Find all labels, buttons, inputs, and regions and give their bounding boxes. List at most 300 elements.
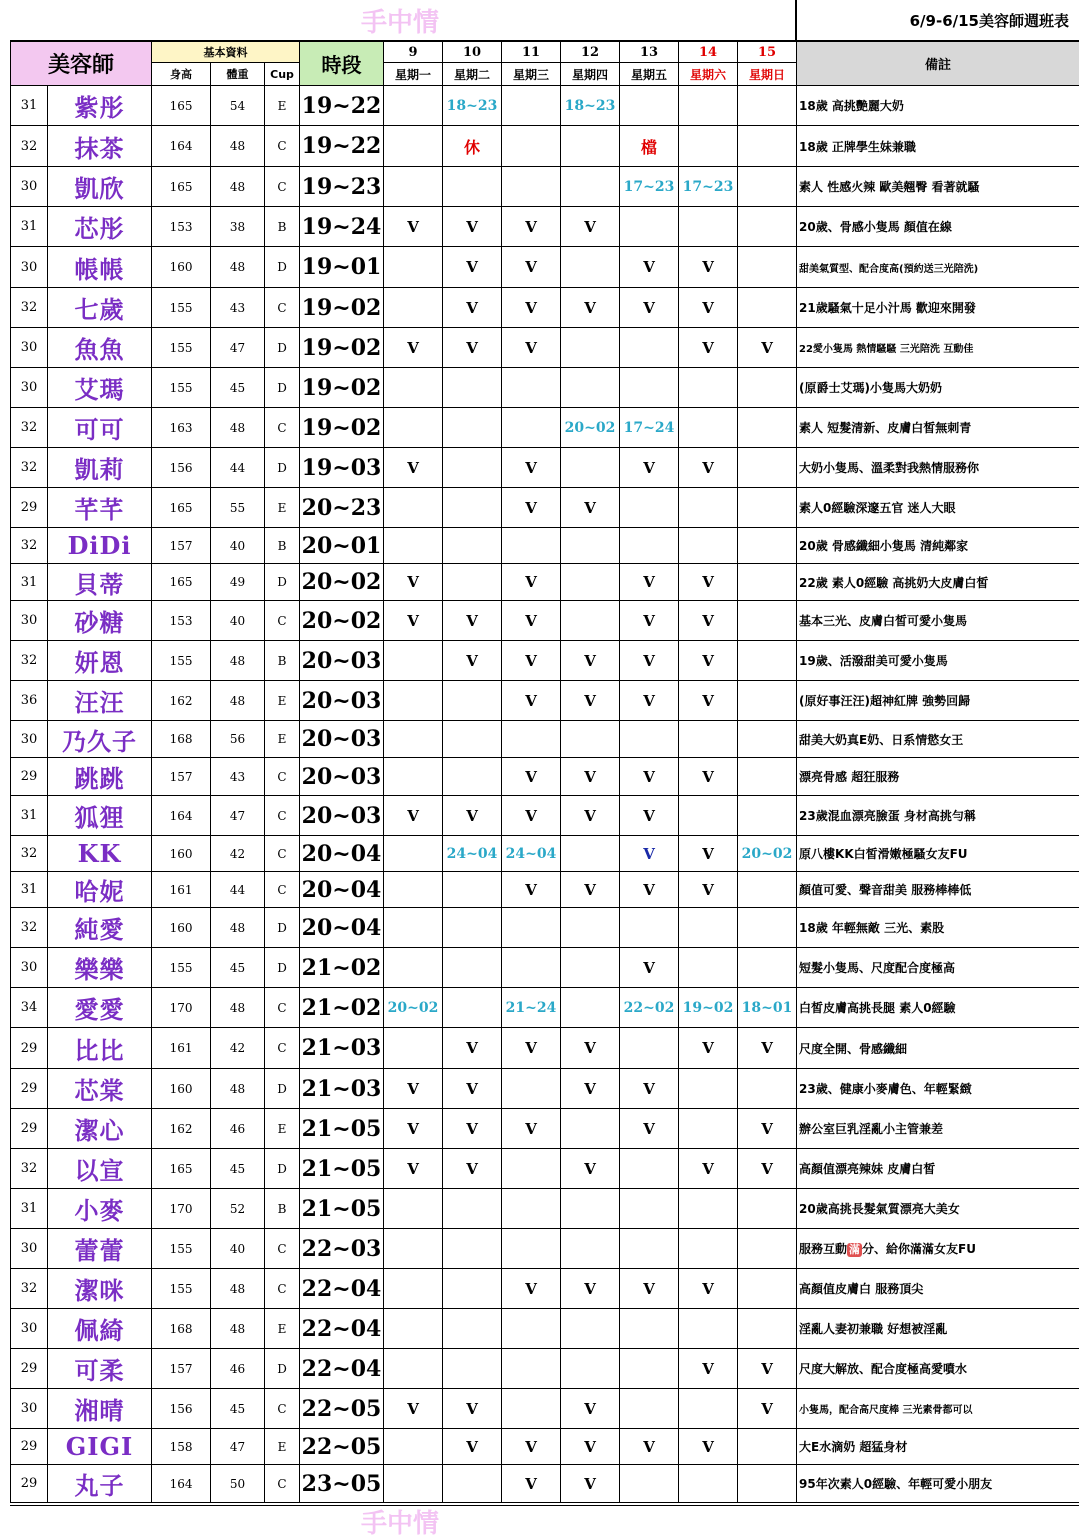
day-cell: V [384, 564, 443, 601]
table-row [11, 908, 1079, 948]
age-cell: 29 [11, 1465, 48, 1503]
table-row [11, 448, 1079, 488]
weight-cell: 42 [211, 836, 265, 872]
day-cell [384, 1349, 443, 1389]
day-cell [620, 1149, 679, 1189]
height-cell: 161 [152, 872, 211, 908]
stylist-name: 以宣 [48, 1149, 152, 1189]
header-height: 身高 [152, 63, 211, 86]
day-cell [443, 448, 502, 488]
day-cell: V [502, 758, 561, 796]
day-cell [443, 1189, 502, 1229]
day-cell: 21~24 [502, 988, 561, 1028]
header-weekday: 星期五 [620, 63, 679, 86]
cup-cell: C [265, 988, 300, 1028]
header-notes: 備註 [797, 41, 1079, 86]
cup-cell: D [265, 247, 300, 288]
day-cell [384, 1465, 443, 1503]
day-cell: V [620, 1429, 679, 1465]
day-cell: V [561, 488, 620, 528]
day-cell: V [443, 1109, 502, 1149]
day-cell: 20~02 [384, 988, 443, 1028]
table-row [11, 796, 1079, 836]
day-cell [679, 796, 738, 836]
day-cell [384, 721, 443, 758]
day-cell [738, 488, 797, 528]
header-weight: 體重 [211, 63, 265, 86]
height-cell: 165 [152, 488, 211, 528]
time-slot-cell: 22~04 [300, 1309, 384, 1349]
time-slot-cell: 20~04 [300, 836, 384, 872]
day-cell [443, 721, 502, 758]
time-slot-cell: 20~03 [300, 641, 384, 681]
height-cell: 165 [152, 86, 211, 126]
day-cell: 17~23 [679, 167, 738, 207]
day-cell: V [384, 328, 443, 368]
height-cell: 168 [152, 1309, 211, 1349]
day-cell: V [620, 247, 679, 288]
day-cell [738, 758, 797, 796]
day-cell [384, 408, 443, 448]
day-cell: V [502, 872, 561, 908]
day-cell: V [679, 288, 738, 328]
day-cell [502, 408, 561, 448]
age-cell: 30 [11, 601, 48, 641]
weight-cell: 48 [211, 681, 265, 721]
notes-cell: 高顏值皮膚白 服務頂尖 [797, 1269, 1079, 1309]
notes-cell: 漂亮骨感 超狂服務 [797, 758, 1079, 796]
day-cell [561, 1189, 620, 1229]
cup-cell: D [265, 1149, 300, 1189]
table-row [11, 601, 1079, 641]
table-row [11, 167, 1079, 207]
age-cell: 29 [11, 1069, 48, 1109]
day-cell: V [384, 448, 443, 488]
stylist-name: 樂樂 [48, 948, 152, 988]
cup-cell: D [265, 948, 300, 988]
stylist-name: 凱欣 [48, 167, 152, 207]
cup-cell: C [265, 1465, 300, 1503]
table-row [11, 1069, 1079, 1109]
day-cell [738, 528, 797, 564]
day-cell [502, 908, 561, 948]
day-cell: V [384, 601, 443, 641]
day-cell [384, 86, 443, 126]
day-cell: V [384, 207, 443, 247]
day-cell: V [561, 872, 620, 908]
notes-cell: 23歲混血漂亮臉蛋 身材高挑勻稱 [797, 796, 1079, 836]
age-cell: 32 [11, 1149, 48, 1189]
age-cell: 32 [11, 448, 48, 488]
day-cell: V [502, 601, 561, 641]
day-cell [679, 1309, 738, 1349]
day-cell [679, 368, 738, 408]
time-slot-cell: 21~05 [300, 1149, 384, 1189]
stylist-name: 貝蒂 [48, 564, 152, 601]
notes-cell [797, 1229, 1079, 1269]
day-cell [561, 167, 620, 207]
day-cell [384, 126, 443, 167]
day-cell: V [443, 328, 502, 368]
day-cell: V [561, 207, 620, 247]
weight-cell: 40 [211, 601, 265, 641]
day-cell: V [561, 1465, 620, 1503]
header-date: 10 [443, 41, 502, 63]
day-cell: V [679, 872, 738, 908]
time-slot-cell: 22~05 [300, 1429, 384, 1465]
stylist-name: 抹茶 [48, 126, 152, 167]
age-cell: 29 [11, 1028, 48, 1069]
day-cell: V [561, 1069, 620, 1109]
notes-cell: (原爵士艾瑪)小隻馬大奶奶 [797, 368, 1079, 408]
day-cell [679, 908, 738, 948]
day-cell [502, 1189, 561, 1229]
day-cell: V [620, 601, 679, 641]
cup-cell: E [265, 1109, 300, 1149]
day-cell [620, 1229, 679, 1269]
day-cell [620, 328, 679, 368]
stylist-name: 七歲 [48, 288, 152, 328]
day-cell: V [384, 1389, 443, 1429]
day-cell [620, 1028, 679, 1069]
day-cell: V [502, 207, 561, 247]
age-cell: 31 [11, 1189, 48, 1229]
day-cell: V [620, 681, 679, 721]
day-cell: V [679, 758, 738, 796]
cup-cell: D [265, 1069, 300, 1109]
cup-cell: C [265, 1269, 300, 1309]
weight-cell: 40 [211, 528, 265, 564]
height-cell: 156 [152, 1389, 211, 1429]
day-cell [738, 167, 797, 207]
day-cell: V [502, 564, 561, 601]
day-cell [620, 1309, 679, 1349]
day-cell: V [502, 1429, 561, 1465]
table-row [11, 1429, 1079, 1465]
time-slot-cell: 21~05 [300, 1109, 384, 1149]
day-cell [738, 86, 797, 126]
weight-cell: 48 [211, 1069, 265, 1109]
time-slot-cell: 19~02 [300, 408, 384, 448]
day-cell [620, 368, 679, 408]
stylist-name: 潔心 [48, 1109, 152, 1149]
weight-cell: 38 [211, 207, 265, 247]
day-cell: V [443, 207, 502, 247]
weight-cell: 47 [211, 328, 265, 368]
day-cell [384, 1028, 443, 1069]
header-weekday: 星期日 [738, 63, 797, 86]
day-cell [384, 908, 443, 948]
day-cell: V [443, 247, 502, 288]
table-row [11, 528, 1079, 564]
day-cell [738, 368, 797, 408]
time-slot-cell: 20~23 [300, 488, 384, 528]
day-cell: 19~02 [679, 988, 738, 1028]
day-cell [502, 86, 561, 126]
notes-cell: 基本三光、皮膚白皙可愛小隻馬 [797, 601, 1079, 641]
day-cell: V [620, 448, 679, 488]
day-cell: V [620, 564, 679, 601]
day-cell: V [738, 1349, 797, 1389]
day-cell [738, 288, 797, 328]
day-cell [384, 247, 443, 288]
notes-cell: 白皙皮膚高挑長腿 素人0經驗 [797, 988, 1079, 1028]
height-cell: 168 [152, 721, 211, 758]
height-cell: 153 [152, 207, 211, 247]
weight-cell: 48 [211, 1309, 265, 1349]
day-cell [620, 1349, 679, 1389]
stylist-name: 妍恩 [48, 641, 152, 681]
header-date: 9 [384, 41, 443, 63]
stylist-name: 潔咪 [48, 1269, 152, 1309]
height-cell: 160 [152, 908, 211, 948]
day-cell: V [561, 1269, 620, 1309]
day-cell [384, 872, 443, 908]
day-cell [738, 641, 797, 681]
age-cell: 32 [11, 836, 48, 872]
day-cell [443, 1269, 502, 1309]
notes-cell: 顏值可愛、聲音甜美 服務棒棒低 [797, 872, 1079, 908]
day-cell [502, 1149, 561, 1189]
day-cell: V [679, 836, 738, 872]
day-cell [443, 1229, 502, 1269]
day-cell: V [679, 641, 738, 681]
weight-cell: 45 [211, 1389, 265, 1429]
time-slot-cell: 20~01 [300, 528, 384, 564]
cup-cell: C [265, 601, 300, 641]
table-row [11, 368, 1079, 408]
height-cell: 158 [152, 1429, 211, 1465]
table-row [11, 564, 1079, 601]
day-cell [679, 207, 738, 247]
weight-cell: 50 [211, 1465, 265, 1503]
age-cell: 31 [11, 564, 48, 601]
notes-cell: 18歲 年輕無敵 三光、素股 [797, 908, 1079, 948]
cup-cell: C [265, 167, 300, 207]
day-cell [561, 948, 620, 988]
day-cell [738, 681, 797, 721]
notes-cell: 22歲 素人0經驗 高挑奶大皮膚白皙 [797, 564, 1079, 601]
stylist-name: 芊芊 [48, 488, 152, 528]
stylist-name: KK [48, 836, 152, 872]
day-cell [561, 247, 620, 288]
age-cell: 30 [11, 948, 48, 988]
time-slot-cell: 19~02 [300, 288, 384, 328]
day-cell [620, 528, 679, 564]
day-cell [443, 1349, 502, 1389]
stylist-name: 乃久子 [48, 721, 152, 758]
day-cell: V [443, 1028, 502, 1069]
notes-cell: 高顏值漂亮辣妹 皮膚白皙 [797, 1149, 1079, 1189]
day-cell: V [384, 1109, 443, 1149]
table-row [11, 836, 1079, 872]
day-cell [738, 564, 797, 601]
day-cell [561, 448, 620, 488]
day-cell [384, 641, 443, 681]
age-cell: 30 [11, 247, 48, 288]
time-slot-cell: 19~24 [300, 207, 384, 247]
cup-cell: E [265, 681, 300, 721]
day-cell [384, 681, 443, 721]
age-cell: 31 [11, 86, 48, 126]
day-cell: 休 [443, 126, 502, 167]
day-cell [443, 564, 502, 601]
day-cell: V [502, 796, 561, 836]
notes-cell: 19歲、活潑甜美可愛小隻馬 [797, 641, 1079, 681]
stylist-name: 哈妮 [48, 872, 152, 908]
day-cell: V [443, 1429, 502, 1465]
height-cell: 160 [152, 1069, 211, 1109]
day-cell [384, 1269, 443, 1309]
weight-cell: 45 [211, 1149, 265, 1189]
schedule-table [10, 40, 1079, 1503]
notes-cell: 18歲 正牌學生妹兼職 [797, 126, 1079, 167]
day-cell [620, 1189, 679, 1229]
age-cell: 31 [11, 872, 48, 908]
day-cell [620, 721, 679, 758]
time-slot-cell: 22~04 [300, 1269, 384, 1309]
day-cell: 17~24 [620, 408, 679, 448]
age-cell: 30 [11, 167, 48, 207]
notes-cell: 素人0經驗深邃五官 迷人大眼 [797, 488, 1079, 528]
header-weekday: 星期六 [679, 63, 738, 86]
day-cell [384, 1189, 443, 1229]
time-slot-cell: 19~01 [300, 247, 384, 288]
notes-cell: 甜美氣質型、配合度高(預約送三光陪洗) [797, 247, 1079, 288]
notes-cell: 小隻馬，配合高尺度棒 三光素骨都可以 [797, 1389, 1079, 1429]
notes-cell: 20歲 骨感纖細小隻馬 清純鄰家 [797, 528, 1079, 564]
cup-cell: E [265, 1429, 300, 1465]
day-cell: V [738, 1389, 797, 1429]
day-cell [443, 908, 502, 948]
table-row [11, 1109, 1079, 1149]
height-cell: 164 [152, 1465, 211, 1503]
stylist-name: 艾瑪 [48, 368, 152, 408]
table-row [11, 247, 1079, 288]
notes-cell: 95年次素人0經驗、年輕可愛小朋友 [797, 1465, 1079, 1503]
day-cell [620, 1465, 679, 1503]
weight-cell: 48 [211, 167, 265, 207]
day-cell [738, 1429, 797, 1465]
height-cell: 165 [152, 167, 211, 207]
day-cell: V [620, 1109, 679, 1149]
cup-cell: B [265, 207, 300, 247]
stylist-name: 魚魚 [48, 328, 152, 368]
watermark-bottom: 手中情 [300, 1503, 500, 1540]
age-cell: 30 [11, 1389, 48, 1429]
time-slot-cell: 21~05 [300, 1189, 384, 1229]
time-slot-cell: 20~04 [300, 908, 384, 948]
age-cell: 29 [11, 1429, 48, 1465]
header-basic-info: 基本資料 [152, 41, 300, 63]
day-cell [738, 721, 797, 758]
day-cell: V [679, 448, 738, 488]
day-cell: V [738, 328, 797, 368]
day-cell [679, 126, 738, 167]
header-weekday: 星期三 [502, 63, 561, 86]
day-cell [679, 528, 738, 564]
cup-cell: C [265, 872, 300, 908]
height-cell: 162 [152, 1109, 211, 1149]
header-stylist: 美容師 [11, 41, 152, 86]
stylist-name: DiDi [48, 528, 152, 564]
notes-cell: 短髮小隻馬、尺度配合度極高 [797, 948, 1079, 988]
table-row [11, 1269, 1079, 1309]
day-cell: V [384, 1069, 443, 1109]
stylist-name: 紫彤 [48, 86, 152, 126]
stylist-name: 狐狸 [48, 796, 152, 836]
day-cell [384, 368, 443, 408]
weight-cell: 43 [211, 758, 265, 796]
day-cell: V [561, 796, 620, 836]
age-cell: 29 [11, 1349, 48, 1389]
stylist-name: 帳帳 [48, 247, 152, 288]
day-cell [443, 988, 502, 1028]
time-slot-cell: 23~05 [300, 1465, 384, 1503]
table-row [11, 641, 1079, 681]
cup-cell: E [265, 1309, 300, 1349]
age-cell: 31 [11, 796, 48, 836]
time-slot-cell: 19~22 [300, 126, 384, 167]
time-slot-cell: 19~02 [300, 328, 384, 368]
cup-cell: C [265, 796, 300, 836]
time-slot-cell: 21~03 [300, 1028, 384, 1069]
day-cell [502, 1069, 561, 1109]
day-cell [384, 488, 443, 528]
stylist-name: 蕾蕾 [48, 1229, 152, 1269]
day-cell: V [738, 1109, 797, 1149]
day-cell [443, 1465, 502, 1503]
weight-cell: 44 [211, 448, 265, 488]
day-cell [620, 1389, 679, 1429]
header-date: 13 [620, 41, 679, 63]
height-cell: 164 [152, 796, 211, 836]
cup-cell: D [265, 564, 300, 601]
height-cell: 157 [152, 1349, 211, 1389]
day-cell: 18~01 [738, 988, 797, 1028]
day-cell [502, 1389, 561, 1429]
age-cell: 32 [11, 408, 48, 448]
age-cell: 32 [11, 641, 48, 681]
age-cell: 30 [11, 368, 48, 408]
height-cell: 156 [152, 448, 211, 488]
time-slot-cell: 19~23 [300, 167, 384, 207]
day-cell: V [679, 1149, 738, 1189]
day-cell [384, 528, 443, 564]
day-cell [679, 1229, 738, 1269]
time-slot-cell: 22~05 [300, 1389, 384, 1429]
notes-cell: 20歲高挑長髮氣質漂亮大美女 [797, 1189, 1079, 1229]
weight-cell: 43 [211, 288, 265, 328]
day-cell: V [620, 641, 679, 681]
day-cell [679, 1109, 738, 1149]
height-cell: 155 [152, 368, 211, 408]
day-cell: 24~04 [443, 836, 502, 872]
weight-cell: 48 [211, 126, 265, 167]
notes-cell: 大E水滴奶 超猛身材 [797, 1429, 1079, 1465]
day-cell [443, 1309, 502, 1349]
day-cell: V [561, 681, 620, 721]
stylist-name: 砂糖 [48, 601, 152, 641]
day-cell: V [502, 681, 561, 721]
day-cell [561, 721, 620, 758]
height-cell: 155 [152, 328, 211, 368]
table-row [11, 1189, 1079, 1229]
day-cell [620, 86, 679, 126]
day-cell: V [620, 288, 679, 328]
day-cell: V [679, 1028, 738, 1069]
weight-cell: 45 [211, 368, 265, 408]
